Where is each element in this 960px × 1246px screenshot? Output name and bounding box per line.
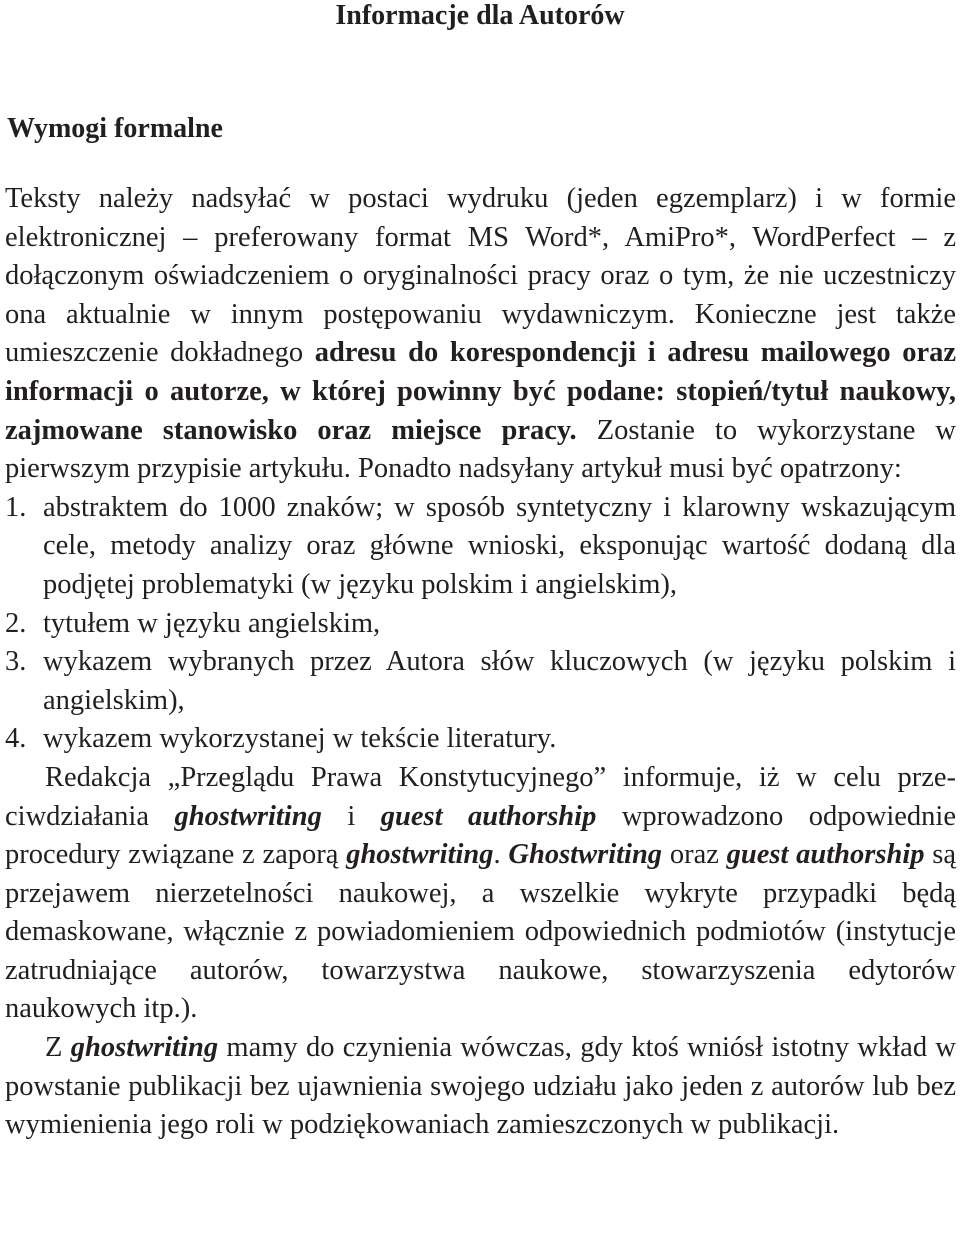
list-item [5,643,956,720]
list-number: 3. [5,646,27,678]
list-number: 1. [5,491,27,523]
list-item-text: wykazem wykorzystanej w tekście literatury. [43,723,557,755]
term-ghostwriting: Ghostwriting [508,839,663,871]
term-ghostwriting: ghostwriting [346,839,494,871]
page-title: Informacje dla Autorów [335,0,625,31]
list-number: 2. [5,607,27,639]
paragraph-text: Z [45,1032,71,1064]
document-body [5,180,956,1145]
paragraph-submission-requirements [5,180,956,489]
list-item-text: abstraktem do 1000 znaków; w sposób syntetyczny i klarowny wskazującym cele, metody analizy oraz główne wnioski, eksponując wartość dodaną dla podjętej problematyki (w języku polskim i angielskim), [43,491,956,600]
term-guest-authorship: guest authorship [726,839,925,871]
list-item [5,720,956,759]
paragraph-text: Zostanie to wykorzystane w pierwszym przypisie artykułu. Ponadto nadsyłany artykuł musi być opatrzony: [5,414,957,485]
paragraph-text: . [493,839,509,871]
paragraph-ghostwriting-policy [5,759,956,1029]
term-ghostwriting: ghostwriting [70,1032,219,1064]
paragraph-text: Teksty należy nadsyłać w postaci wydruku (jeden egzemplarz) i w formie elektronicznej – preferowany format MS Word*, AmiPro*, WordPerfect – z dołączonym oświadczeniem o oryginalności pracy oraz o tym, że nie uczestniczy ona aktualnie w innym postępowaniu wydawniczym. Konieczne jest także umieszczenie dokładnego [5,183,956,369]
paragraph-bold-text: adresu do korespondencji i adresu mailowego oraz informacji o autorze, w której powinny być podane: stopień/tytuł naukowy, zajmowane stanowisko oraz miejsce pracy. [5,337,956,446]
paragraph-text: oraz [662,839,727,871]
paragraph-text: Redakcja „Przeglądu Prawa Konstytucyjnego” informuje, iż w celu przeciwdziałania [5,761,956,832]
paragraph-text: wprowadzono odpowiednie procedury związane z zaporą [5,800,956,871]
section-heading: Wymogi formalne [7,113,223,144]
list-item [5,605,956,644]
list-item-text: tytułem w języku angielskim, [43,607,381,639]
paragraph-ghostwriting-definition [5,1029,956,1145]
list-item-text: wykazem wybranych przez Autora słów kluczowych (w języku polskim i angielskim), [43,646,956,716]
paragraph-text: i [321,800,381,832]
list-number: 4. [5,723,27,755]
requirements-list [5,489,956,759]
term-ghostwriting: ghostwriting [174,800,322,832]
list-item [5,489,956,605]
term-guest-authorship: guest authorship [380,800,597,832]
paragraph-text: są przejawem nierzetelności naukowej, a wszelkie wykryte przypadki będą demaskowane, włącznie z powiadomieniem odpowiednich podmiotów (instytucje zatrudniające autorów, towarzystwa naukowe, stowarzyszenia edytorów naukowych itp.). [5,839,956,1025]
paragraph-text: mamy do czynienia wówczas, gdy ktoś wniósł istotny wkład w powstanie publikacji bez ujawnienia swojego udziału jako jeden z autorów lub bez wymienienia jego roli w podziękowaniach zamieszczonych w publikacji. [5,1032,956,1141]
